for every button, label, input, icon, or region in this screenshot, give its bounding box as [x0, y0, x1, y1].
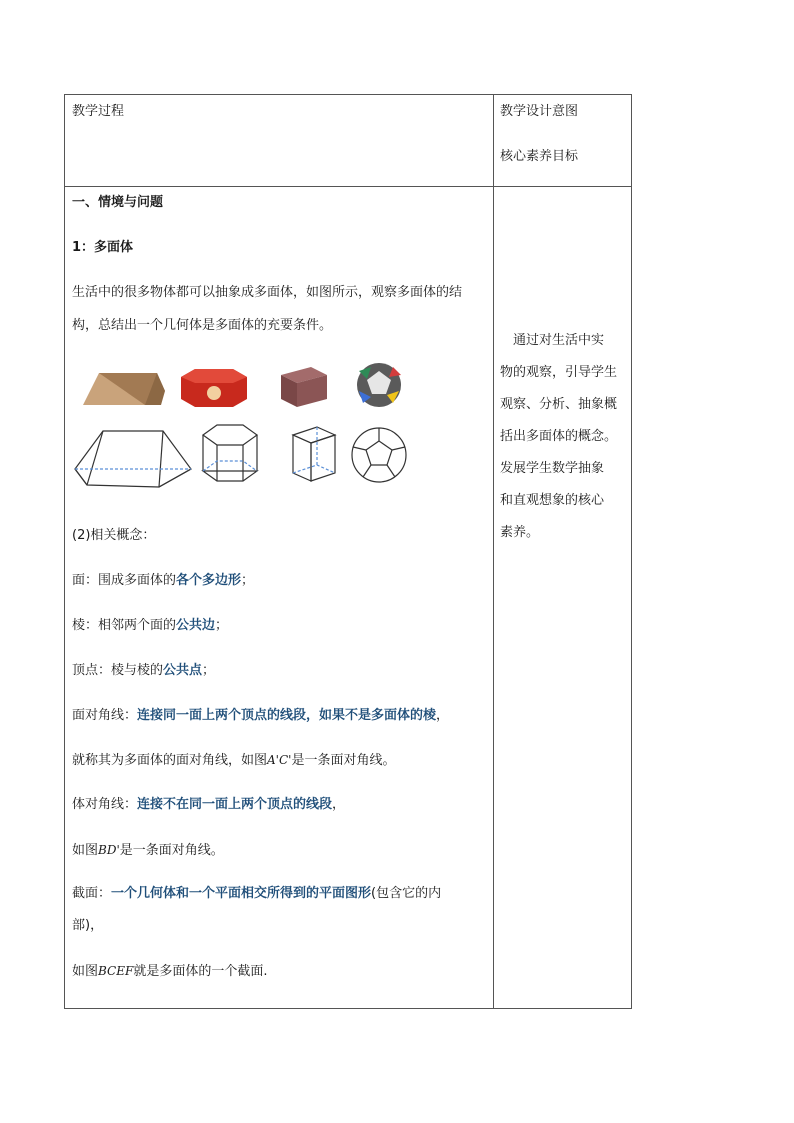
concept-section-example: 如图BCEF就是多面体的一个截面. — [72, 964, 268, 979]
header-left: 教学过程 — [72, 104, 125, 119]
concept-section: 截面：一个几何体和一个平面相交所得到的平面图形(包含它的内 — [72, 886, 442, 901]
polyhedra-photos — [75, 361, 415, 411]
concept-body-diagonal: 体对角线：连接不在同一面上两个顶点的线段， — [72, 797, 346, 812]
dodecahedron-puzzle-photo — [357, 363, 401, 407]
intent-line: 和直观想象的核心 — [500, 493, 605, 508]
header-right-1: 教学设计意图 — [500, 104, 579, 119]
intent-line: 物的观察，引导学生 — [500, 365, 618, 380]
concepts-heading: (2)相关概念： — [72, 528, 156, 543]
concept-edge: 棱：相邻两个面的公共边； — [72, 618, 229, 633]
hexagonal-prism-diagram — [203, 425, 257, 481]
prism-diagram — [75, 431, 191, 487]
concept-body-diagonal-example: 如图BD'是一条面对角线。 — [72, 843, 224, 858]
concept-section-cont: 部)， — [72, 918, 104, 933]
concept-face: 面：围成多面体的各个多边形； — [72, 573, 255, 588]
intent-line: 发展学生数学抽象 — [500, 461, 605, 476]
polyhedra-diagrams — [73, 423, 421, 491]
concept-face-diagonal-example: 就称其为多面体的面对角线，如图A'C'是一条面对角线。 — [72, 753, 396, 768]
concept-face-diagonal: 面对角线：连接同一面上两个顶点的线段，如果不是多面体的棱， — [72, 708, 450, 723]
section-subtitle: 1：多面体 — [72, 240, 134, 255]
header-right-2: 核心素养目标 — [500, 149, 579, 164]
prism-box-photo — [83, 373, 165, 405]
row-divider — [65, 186, 631, 187]
intro-line-2: 构，总结出一个几何体是多面体的充要条件。 — [72, 318, 333, 333]
concept-vertex: 顶点：棱与棱的公共点； — [72, 663, 216, 678]
design-intent-text — [500, 325, 628, 549]
cube-diagram — [293, 427, 335, 481]
intent-line: 素养。 — [500, 525, 540, 540]
dodecahedron-diagram — [352, 428, 406, 482]
cube-box-photo — [281, 367, 327, 407]
section-title: 一、情境与问题 — [72, 195, 164, 210]
intro-line-1: 生活中的很多物体都可以抽象成多面体，如图所示，观察多面体的结 — [72, 285, 463, 300]
intent-line: 通过对生活中实 — [500, 333, 605, 348]
lesson-table — [64, 94, 632, 1009]
column-divider — [493, 95, 494, 1008]
intent-line: 观察、分析、抽象概 — [500, 397, 618, 412]
intent-line: 括出多面体的概念。 — [500, 429, 618, 444]
hexagonal-box-photo — [181, 369, 247, 407]
